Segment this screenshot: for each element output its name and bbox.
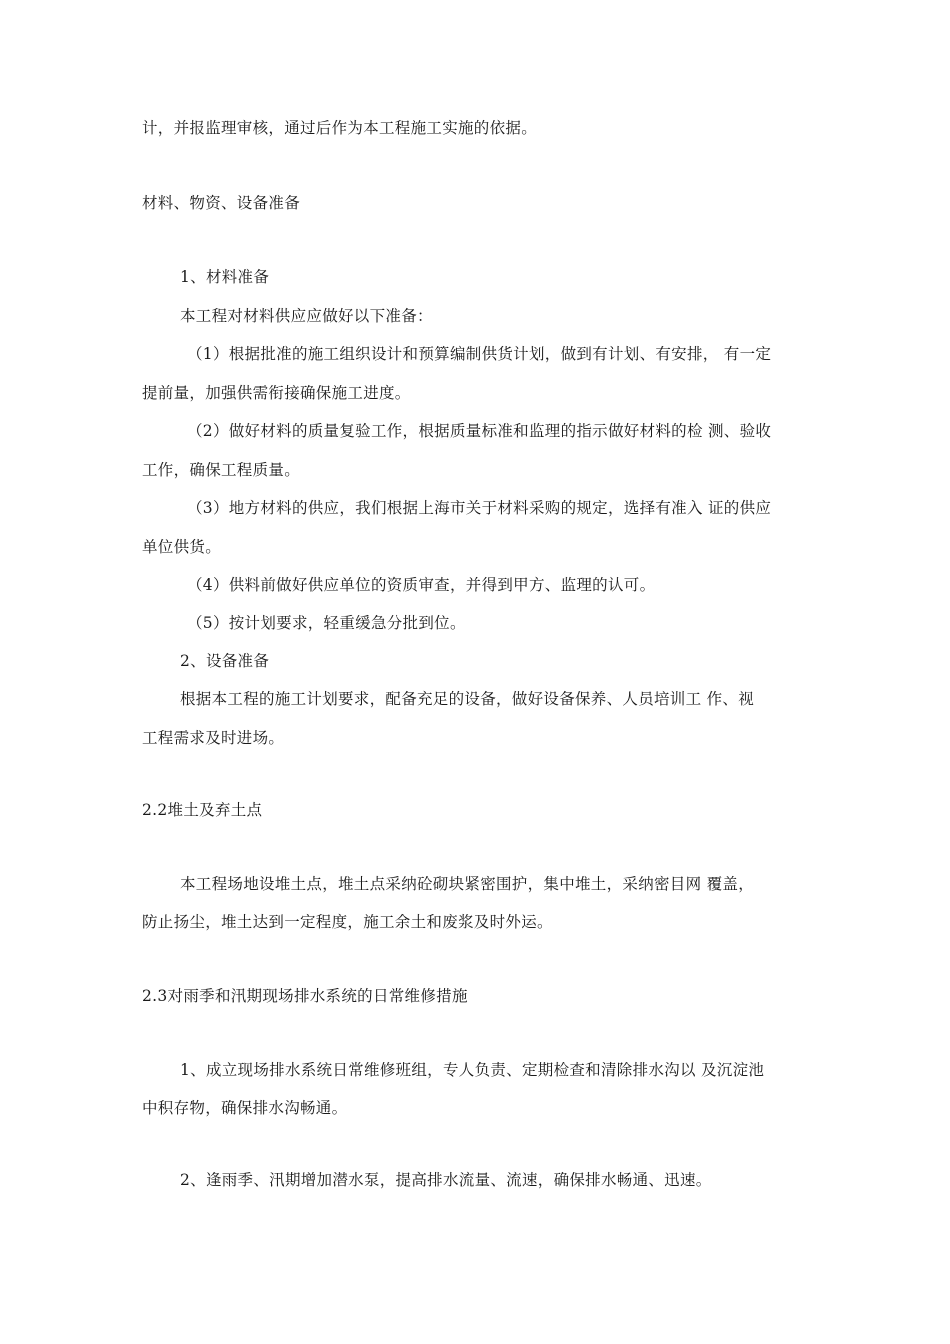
materials-item-5: （5）按计划要求，轻重缓急分批到位。 [187, 614, 466, 632]
materials-item-1-line-1: （1）根据批准的施工组织设计和预算编制供货计划，做到有计划、有安排， 有一定 [187, 345, 772, 363]
section-2-3-item-1-line-2: 中积存物，确保排水沟畅通。 [142, 1099, 348, 1117]
materials-item-2-line-1: （2）做好材料的质量复验工作，根据质量标准和监理的指示做好材料的检 测、验收 [187, 422, 772, 440]
section-title-materials: 材料、物资、设备准备 [142, 194, 301, 212]
equipment-body-line-1: 根据本工程的施工计划要求，配备充足的设备，做好设备保养、人员培训工 作、视 [180, 690, 755, 708]
materials-item-2-line-2: 工作，确保工程质量。 [142, 461, 301, 479]
section-2-3-item-1-line-1: 1、成立现场排水系统日常维修班组，专人负责、定期检查和清除排水沟以 及沉淀池 [180, 1061, 765, 1079]
section-2-2-body-line-1: 本工程场地设堆土点，堆土点采纳砼砌块紧密围护，集中堆土，采纳密目网 覆盖， [180, 875, 755, 893]
materials-intro: 本工程对材料供应应做好以下准备： [180, 307, 433, 325]
materials-item-3-line-1: （3）地方材料的供应，我们根据上海市关于材料采购的规定，选择有准入 证的供应 [187, 499, 772, 517]
continuation-line: 计，并报监理审核，通过后作为本工程施工实施的依据。 [142, 119, 538, 137]
equipment-body-line-2: 工程需求及时进场。 [142, 729, 285, 747]
section-title-2-3: 2.3对雨季和汛期现场排水系统的日常维修措施 [142, 987, 468, 1005]
section-2-3-item-2: 2、逢雨季、汛期增加潜水泵，提高排水流量、流速，确保排水畅通、迅速。 [180, 1171, 712, 1189]
section-2-2-body-line-2: 防止扬尘，堆土达到一定程度，施工余土和废浆及时外运。 [142, 913, 553, 931]
materials-item-4: （4）供料前做好供应单位的资质审查，并得到甲方、监理的认可。 [187, 576, 656, 594]
section-title-2-2: 2.2堆土及弃土点 [142, 801, 263, 819]
materials-heading: 1、材料准备 [180, 268, 270, 286]
materials-item-3-line-2: 单位供货。 [142, 538, 222, 556]
materials-item-1-line-2: 提前量，加强供需衔接确保施工进度。 [142, 384, 411, 402]
equipment-heading: 2、设备准备 [180, 652, 270, 670]
